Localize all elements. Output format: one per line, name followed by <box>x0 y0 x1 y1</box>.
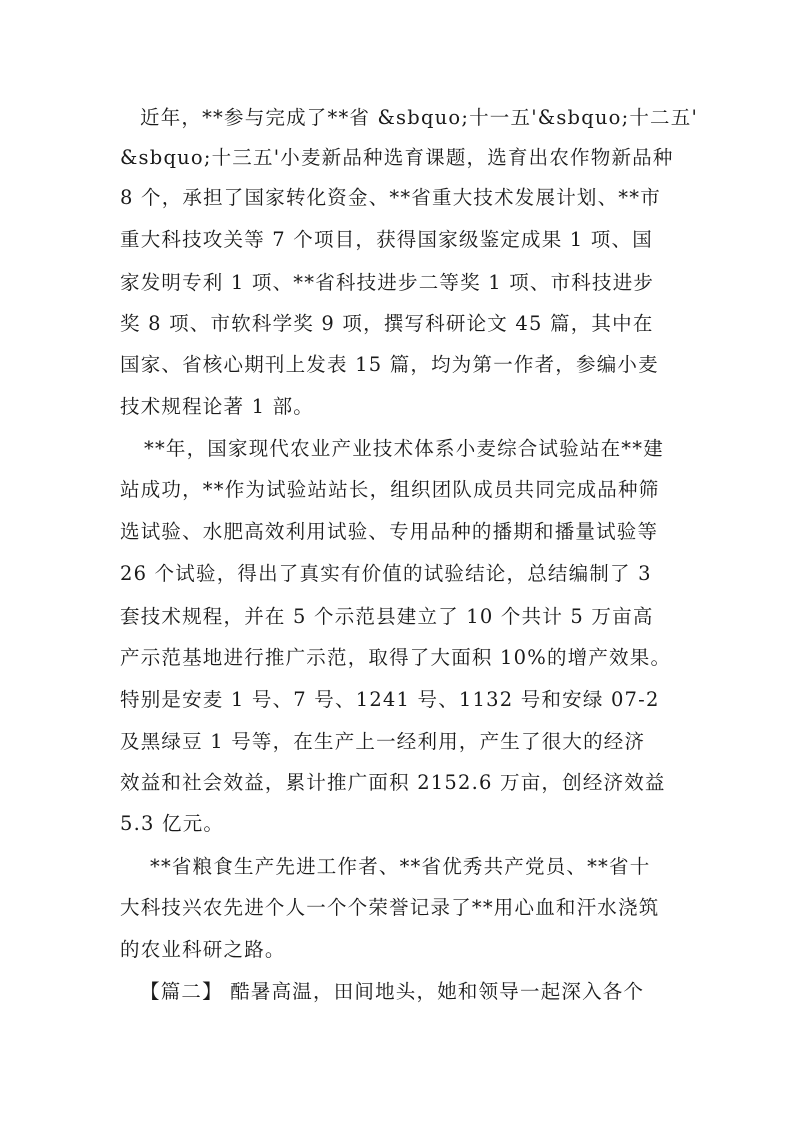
paragraph-1-line-4: 重大科技攻关等 7 个项目，获得国家级鉴定成果 1 项、国 <box>120 228 653 251</box>
paragraph-3-line-1: **省粮食生产先进工作者、**省优秀共产党员、**省十 <box>150 855 651 878</box>
paragraph-4-line-1: 【篇二】 酷暑高温，田间地头，她和领导一起深入各个 <box>140 980 645 1003</box>
paragraph-2-line-9: 效益和社会效益，累计推广面积 2152.6 万亩，创经济效益 <box>120 771 666 794</box>
paragraph-1-line-1: 近年，**参与完成了**省 &sbquo;十一五'&sbquo;十二五' <box>140 106 699 129</box>
paragraph-2-line-4: 26 个试验，得出了真实有价值的试验结论，总结编制了 3 <box>120 562 652 585</box>
paragraph-2-line-2: 站成功，**作为试验站站长，组织团队成员共同完成品种筛 <box>120 478 660 501</box>
paragraph-1-line-3: 8 个，承担了国家转化资金、**省重大技术发展计划、**市 <box>120 186 661 209</box>
paragraph-1-line-2: &sbquo;十三五'小麦新品种选育课题，选育出农作物新品种 <box>120 146 674 169</box>
paragraph-1-line-6: 奖 8 项、市软科学奖 9 项，撰写科研论文 45 篇，其中在 <box>120 312 654 335</box>
paragraph-1-line-7: 国家、省核心期刊上发表 15 篇，均为第一作者，参编小麦 <box>120 353 659 376</box>
paragraph-3-line-3: 的农业科研之路。 <box>120 938 286 961</box>
paragraph-2-line-3: 选试验、水肥高效利用试验、专用品种的播期和播量试验等 <box>120 520 659 543</box>
paragraph-1-line-8: 技术规程论著 1 部。 <box>120 395 315 418</box>
paragraph-2-line-6: 产示范基地进行推广示范，取得了大面积 10%的增产效果。 <box>120 646 672 669</box>
paragraph-2-line-1: **年，国家现代农业产业技术体系小麦综合试验站在**建 <box>144 437 664 460</box>
paragraph-2-line-8: 及黑绿豆 1 号等，在生产上一经利用，产生了很大的经济 <box>120 730 646 753</box>
paragraph-1-line-5: 家发明专利 1 项、**省科技进步二等奖 1 项、市科技进步 <box>120 271 655 294</box>
paragraph-3-line-2: 大科技兴农先进个人一个个荣誉记录了**用心血和汗水浇筑 <box>120 896 660 919</box>
paragraph-2-line-5: 套技术规程，并在 5 个示范县建立了 10 个共计 5 万亩高 <box>120 605 654 628</box>
paragraph-2-line-10: 5.3 亿元。 <box>120 812 225 835</box>
paragraph-2-line-7: 特别是安麦 1 号、7 号、1241 号、1132 号和安绿 07-2 <box>120 688 660 711</box>
